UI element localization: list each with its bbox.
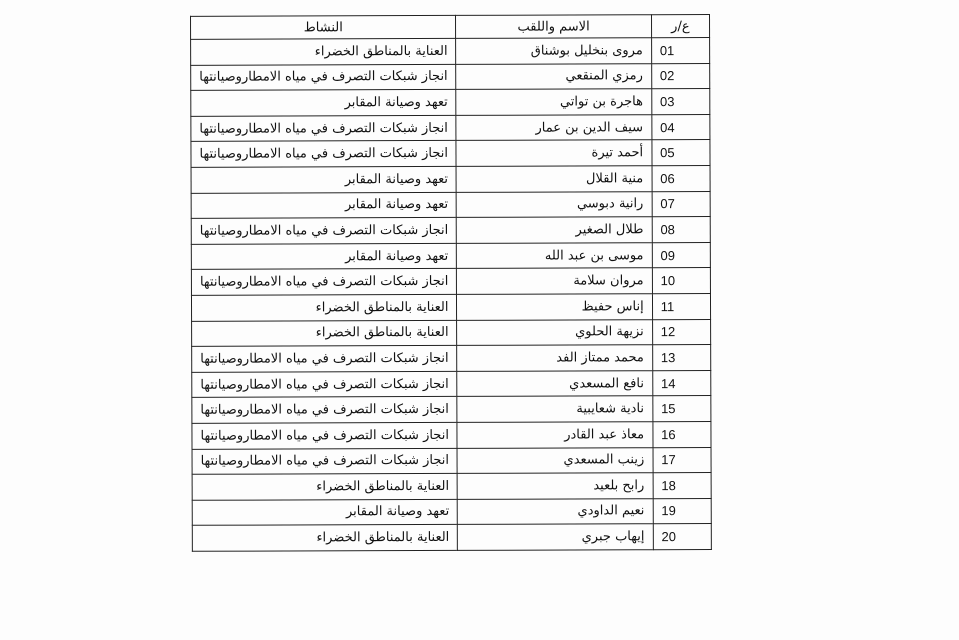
- row-activity: انجاز شبكات التصرف في مياه الامطاروصيانتها: [192, 448, 458, 475]
- table-row: [191, 63, 710, 90]
- row-activity: انجاز شبكات التصرف في مياه الامطاروصيانتها: [192, 397, 458, 424]
- table-header-row: [191, 15, 710, 40]
- row-activity: انجاز شبكات التصرف في مياه الامطاروصيانتها: [191, 269, 457, 296]
- row-activity: العناية بالمناطق الخضراء: [191, 294, 457, 321]
- row-name: هاجرة بن تواتي: [456, 89, 651, 115]
- row-name: منية القلال: [456, 166, 651, 192]
- table-row: [192, 319, 711, 346]
- header-num: ع/ر: [651, 15, 709, 38]
- row-activity: العناية بالمناطق الخضراء: [192, 473, 458, 500]
- table-row: [192, 498, 711, 525]
- row-activity: تعهد وصيانة المقابر: [191, 192, 457, 219]
- table-row: [191, 38, 710, 65]
- table-row: [192, 345, 711, 372]
- table-row: [191, 114, 710, 141]
- row-number: 18: [653, 473, 711, 499]
- row-activity: تعهد وصيانة المقابر: [192, 499, 458, 526]
- row-name: إناس حفيظ: [457, 294, 652, 320]
- row-name: موسى بن عبد الله: [457, 242, 652, 268]
- row-number: 20: [653, 524, 711, 550]
- row-number: 11: [652, 293, 710, 319]
- row-number: 15: [653, 396, 711, 422]
- row-number: 09: [652, 242, 710, 268]
- row-activity: انجاز شبكات التصرف في مياه الامطاروصيانتها: [191, 115, 457, 142]
- row-number: 08: [652, 217, 710, 243]
- row-activity: تعهد وصيانة المقابر: [191, 243, 457, 270]
- row-number: 02: [651, 63, 709, 89]
- row-number: 06: [652, 165, 710, 191]
- table-row: [192, 524, 711, 551]
- row-number: 04: [652, 114, 710, 140]
- header-activity: النشاط: [191, 15, 457, 39]
- table-row: [191, 165, 710, 192]
- row-activity: انجاز شبكات التصرف في مياه الامطاروصيانتها: [191, 64, 457, 91]
- row-activity: تعهد وصيانة المقابر: [191, 90, 457, 117]
- table-row: [192, 473, 711, 500]
- row-number: 05: [652, 140, 710, 166]
- header-name: الاسم واللقب: [456, 15, 651, 39]
- table-row: [192, 421, 711, 448]
- row-name: نادية شعايبية: [457, 396, 652, 422]
- row-name: محمد ممتاز الفد: [457, 345, 652, 371]
- row-name: نزيهة الحلوي: [457, 319, 652, 345]
- row-activity: العناية بالمناطق الخضراء: [191, 38, 457, 65]
- row-name: طلال الصغير: [457, 217, 652, 243]
- row-name: زينب المسعدي: [457, 447, 652, 473]
- row-number: 01: [651, 38, 709, 64]
- row-name: رابح بلعيد: [458, 473, 653, 499]
- table-row: [192, 370, 711, 397]
- row-number: 16: [653, 421, 711, 447]
- row-activity: انجاز شبكات التصرف في مياه الامطاروصيانتها: [192, 346, 458, 373]
- row-number: 10: [652, 268, 710, 294]
- table-row: [191, 242, 710, 269]
- row-number: 12: [652, 319, 710, 345]
- table-row: [192, 396, 711, 423]
- row-name: مروان سلامة: [457, 268, 652, 294]
- row-number: 14: [652, 370, 710, 396]
- table-row: [191, 89, 710, 116]
- table-row: [191, 268, 710, 295]
- row-activity: تعهد وصيانة المقابر: [191, 166, 457, 193]
- table-row: [191, 140, 710, 167]
- table-row: [192, 447, 711, 474]
- participants-table: [190, 14, 712, 552]
- row-name: رمزي المنقعي: [456, 63, 651, 89]
- row-activity: العناية بالمناطق الخضراء: [192, 525, 458, 552]
- row-name: إيهاب جبري: [458, 524, 653, 550]
- row-activity: انجاز شبكات التصرف في مياه الامطاروصيانتها: [192, 422, 458, 449]
- row-number: 07: [652, 191, 710, 217]
- row-name: نافع المسعدي: [457, 370, 652, 396]
- table-row: [191, 217, 710, 244]
- row-name: أحمد تيرة: [456, 140, 651, 166]
- row-number: 03: [651, 89, 709, 115]
- row-number: 13: [652, 345, 710, 371]
- row-name: مروى بنخليل بوشناق: [456, 38, 651, 64]
- row-number: 19: [653, 498, 711, 524]
- row-activity: انجاز شبكات التصرف في مياه الامطاروصيانتها: [191, 218, 457, 245]
- row-name: معاذ عبد القادر: [457, 422, 652, 448]
- row-activity: انجاز شبكات التصرف في مياه الامطاروصيانتها: [191, 141, 457, 168]
- row-name: رانية دبوسي: [457, 191, 652, 217]
- row-name: نعيم الداودي: [458, 498, 653, 524]
- row-activity: العناية بالمناطق الخضراء: [192, 320, 458, 347]
- table-row: [191, 191, 710, 218]
- row-activity: انجاز شبكات التصرف في مياه الامطاروصيانتها: [192, 371, 458, 398]
- table-row: [191, 293, 710, 320]
- row-name: سيف الدين بن عمار: [456, 114, 651, 140]
- row-number: 17: [653, 447, 711, 473]
